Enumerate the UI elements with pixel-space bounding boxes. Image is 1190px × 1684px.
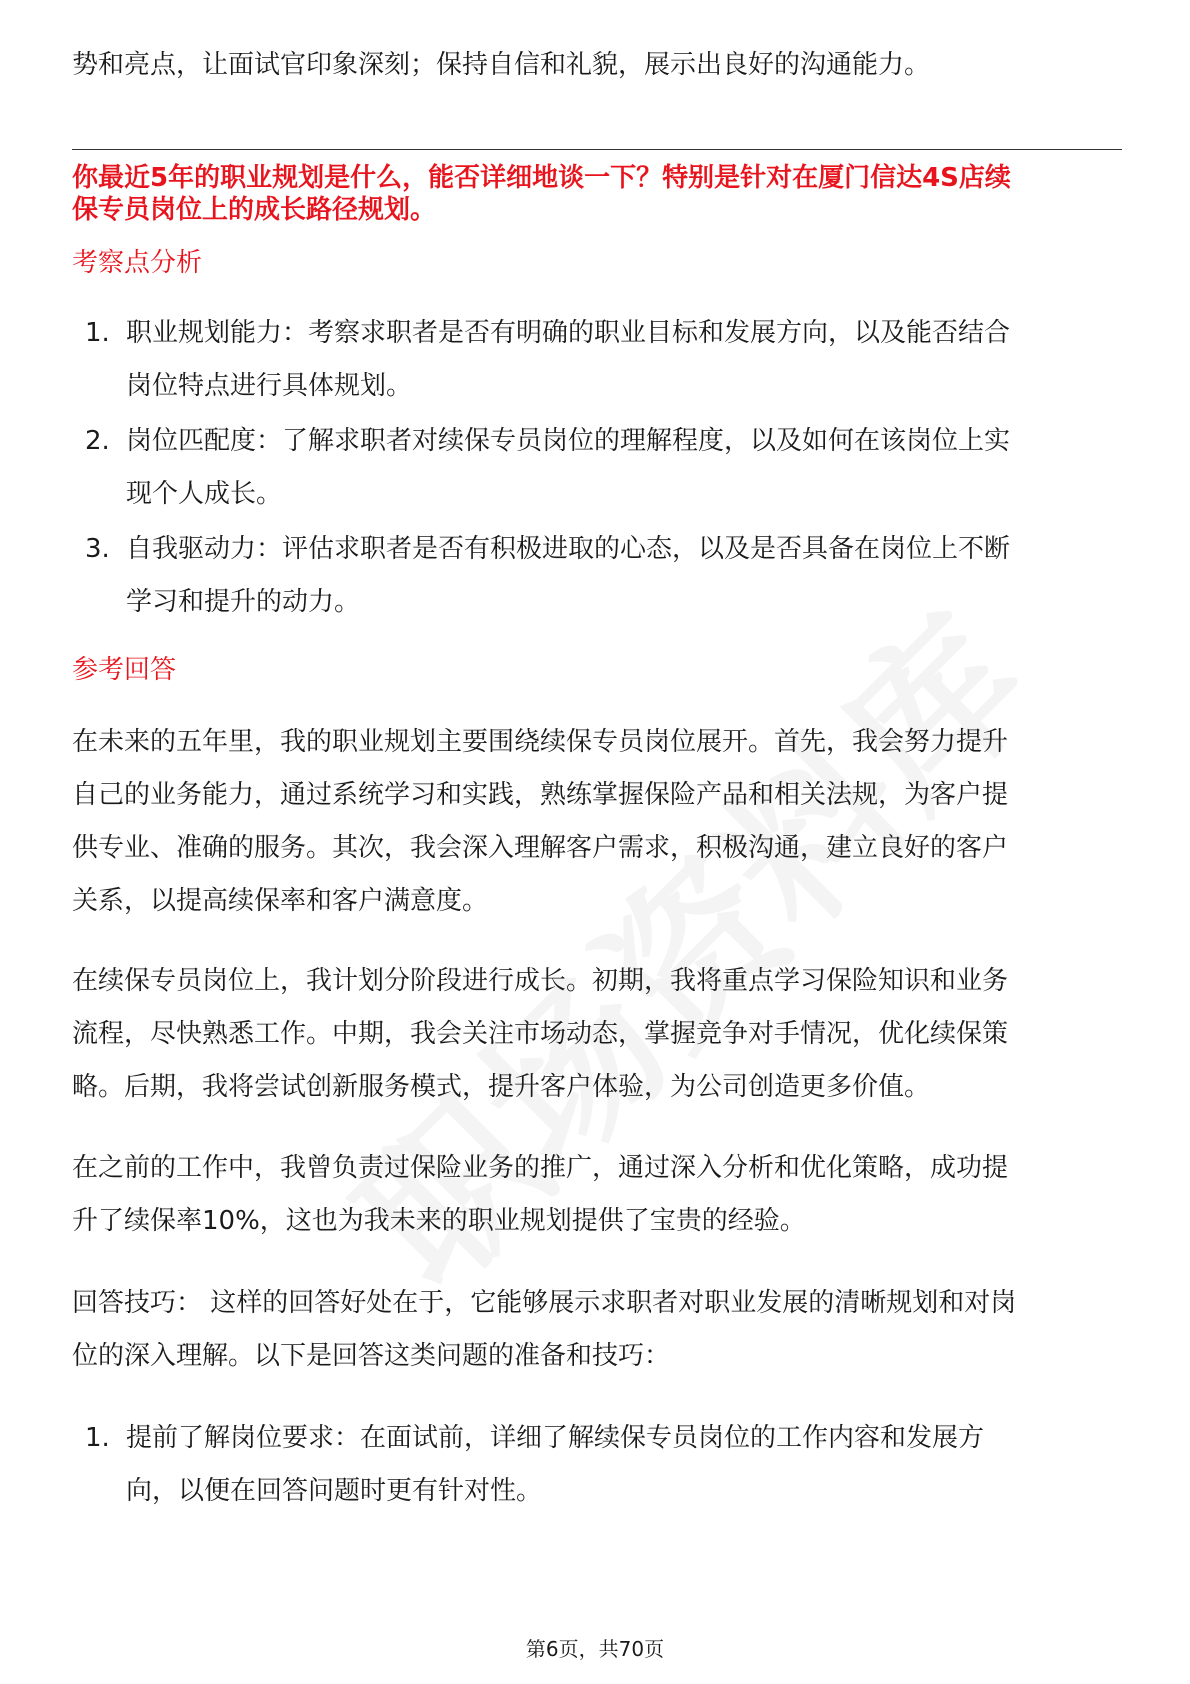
section-divider [72,149,1122,150]
list-number: 2. [85,426,110,456]
paragraph-line: 位的深入理解。以下是回答这类问题的准备和技巧： [72,1341,671,1371]
paragraph-line: 在未来的五年里，我的职业规划主要围绕续保专员岗位展开。首先，我会努力提升 [72,727,1009,757]
list-number: 1. [85,318,110,348]
page-number: 第6页，共70页 [525,1637,665,1661]
paragraph-line: 略。后期，我将尝试创新服务模式，提升客户体验，为公司创造更多价值。 [72,1072,931,1102]
paragraph-line: 升了续保率10%，这也为我未来的职业规划提供了宝贵的经验。 [72,1206,806,1236]
section-heading-answer: 参考回答 [72,655,177,685]
question-line: 你最近5年的职业规划是什么，能否详细地谈一下？特别是针对在厦门信达4S店续 [72,163,1011,193]
list-item-line: 自我驱动力：评估求职者是否有积极进取的心态，以及是否具备在岗位上不断 [126,534,1011,564]
question-line: 保专员岗位上的成长路径规划。 [72,195,437,225]
paragraph-line: 流程，尽快熟悉工作。中期，我会关注市场动态，掌握竞争对手情况，优化续保策 [72,1019,1009,1049]
paragraph-line: 关系，以提高续保率和客户满意度。 [72,886,489,916]
paragraph-line: 在之前的工作中，我曾负责过保险业务的推广，通过深入分析和优化策略，成功提 [72,1153,1009,1183]
list-number: 3. [85,534,110,564]
paragraph-line: 自己的业务能力，通过系统学习和实践，熟练掌握保险产品和相关法规，为客户提 [72,780,1009,810]
section-heading-analysis: 考察点分析 [72,248,203,278]
list-item-line: 向，以便在回答问题时更有针对性。 [126,1476,543,1506]
list-item-line: 提前了解岗位要求：在面试前，详细了解续保专员岗位的工作内容和发展方 [126,1423,985,1453]
paragraph-line: 势和亮点，让面试官印象深刻；保持自信和礼貌，展示出良好的沟通能力。 [72,50,931,80]
list-item-line: 学习和提升的动力。 [126,587,361,617]
list-number: 1. [85,1423,110,1453]
list-item-line: 岗位特点进行具体规划。 [126,371,413,401]
paragraph-line: 在续保专员岗位上，我计划分阶段进行成长。初期，我将重点学习保险知识和业务 [72,966,1009,996]
list-item-line: 岗位匹配度：了解求职者对续保专员岗位的理解程度，以及如何在该岗位上实 [126,426,1011,456]
list-item-line: 职业规划能力：考察求职者是否有明确的职业目标和发展方向，以及能否结合 [126,318,1011,348]
paragraph-line: 回答技巧： 这样的回答好处在于，它能够展示求职者对职业发展的清晰规划和对岗 [72,1288,1017,1318]
paragraph-line: 供专业、准确的服务。其次，我会深入理解客户需求，积极沟通，建立良好的客户 [72,833,1009,863]
list-item-line: 现个人成长。 [126,479,283,509]
